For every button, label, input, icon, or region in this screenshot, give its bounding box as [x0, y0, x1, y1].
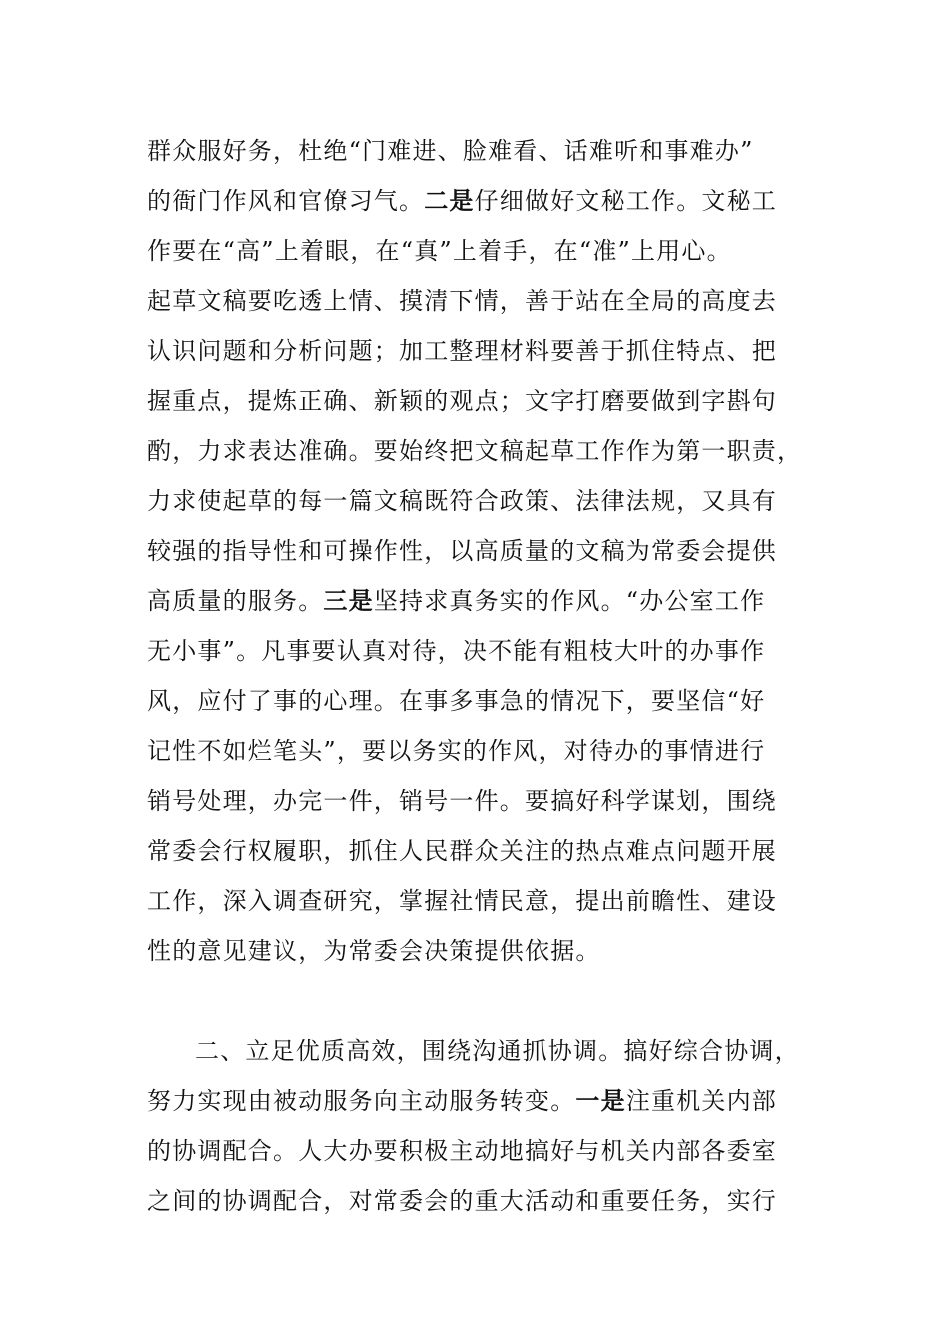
text-line: [147, 376, 807, 426]
text-line: [147, 1176, 807, 1226]
text-line: [147, 226, 807, 276]
line-text: 二、立足优质高效，围绕沟通抓协调。搞好综合协调，: [195, 1037, 800, 1065]
line-text: 销号处理，办完一件，销号一件。要搞好科学谋划，围绕: [147, 787, 777, 815]
line-text: 常委会行权履职，抓住人民群众关注的热点难点问题开展: [147, 837, 777, 865]
line-text: 起草文稿要吃透上情、摸清下情，善于站在全局的高度去: [147, 287, 777, 315]
line-text: 工作，深入调查研究，掌握社情民意，提出前瞻性、建设: [147, 887, 777, 915]
text-line: [147, 1026, 807, 1076]
line-text: 群众服好务，杜绝“门难进、脸难看、话难听和事难办”: [147, 137, 754, 165]
paragraph-2: [147, 1026, 807, 1226]
line-text: 的协调配合。人大办要积极主动地搞好与机关内部各委室: [147, 1137, 777, 1165]
line-text: 无小事”。凡事要认真对待，决不能有粗枝大叶的办事作: [147, 637, 766, 665]
text-line: [147, 476, 807, 526]
line-text: 酌，力求表达准确。要始终把文稿起草工作作为第一职责，: [147, 437, 803, 465]
line-text: 握重点，提炼正确、新颖的观点；文字打磨要做到字斟句: [147, 387, 777, 415]
text-line: [147, 1076, 807, 1126]
text-line: [147, 676, 807, 726]
line-text: 仔细做好文秘工作。文秘工: [474, 187, 778, 215]
line-text: 风，应付了事的心理。在事多事急的情况下，要坚信“好: [147, 687, 766, 715]
text-line: [147, 426, 807, 476]
text-line: [147, 526, 807, 576]
text-line: [147, 776, 807, 826]
document-body: [147, 126, 807, 1226]
text-line: [147, 876, 807, 926]
line-text: 性的意见建议，为常委会决策提供依据。: [147, 937, 601, 965]
text-line: [147, 176, 807, 226]
paragraph-gap: [147, 976, 807, 1026]
text-line: [147, 826, 807, 876]
text-line: [147, 276, 807, 326]
text-line: [147, 326, 807, 376]
line-text: 作要在“高”上着眼，在“真”上着手，在“准”上用心。: [147, 237, 732, 265]
line-text: 之间的协调配合，对常委会的重大活动和重要任务，实行: [147, 1187, 777, 1215]
line-text: 认识问题和分析问题；加工整理材料要善于抓住特点、把: [147, 337, 777, 365]
text-line: [147, 126, 807, 176]
line-text: 的衙门作风和官僚习气。: [147, 187, 425, 215]
text-line: [147, 1126, 807, 1176]
paragraph-1: [147, 126, 807, 976]
text-line: [147, 726, 807, 776]
line-text: 高质量的服务。: [147, 587, 324, 615]
bold-marker: 三是: [323, 587, 374, 615]
text-line: [147, 926, 807, 976]
line-text: 力求使起草的每一篇文稿既符合政策、法律法规，又具有: [147, 487, 777, 515]
line-text: 较强的指导性和可操作性，以高质量的文稿为常委会提供: [147, 537, 777, 565]
bold-marker: 二是: [424, 187, 475, 215]
line-text: 注重机关内部: [625, 1087, 778, 1115]
bold-marker: 一是: [575, 1087, 626, 1115]
text-line: [147, 576, 807, 626]
line-text: 记性不如烂笔头”，要以务实的作风，对待办的事情进行: [147, 737, 766, 765]
text-line: [147, 626, 807, 676]
line-text: 努力实现由被动服务向主动服务转变。: [147, 1087, 576, 1115]
line-text: 坚持求真务实的作风。“办公室工作: [373, 587, 766, 615]
